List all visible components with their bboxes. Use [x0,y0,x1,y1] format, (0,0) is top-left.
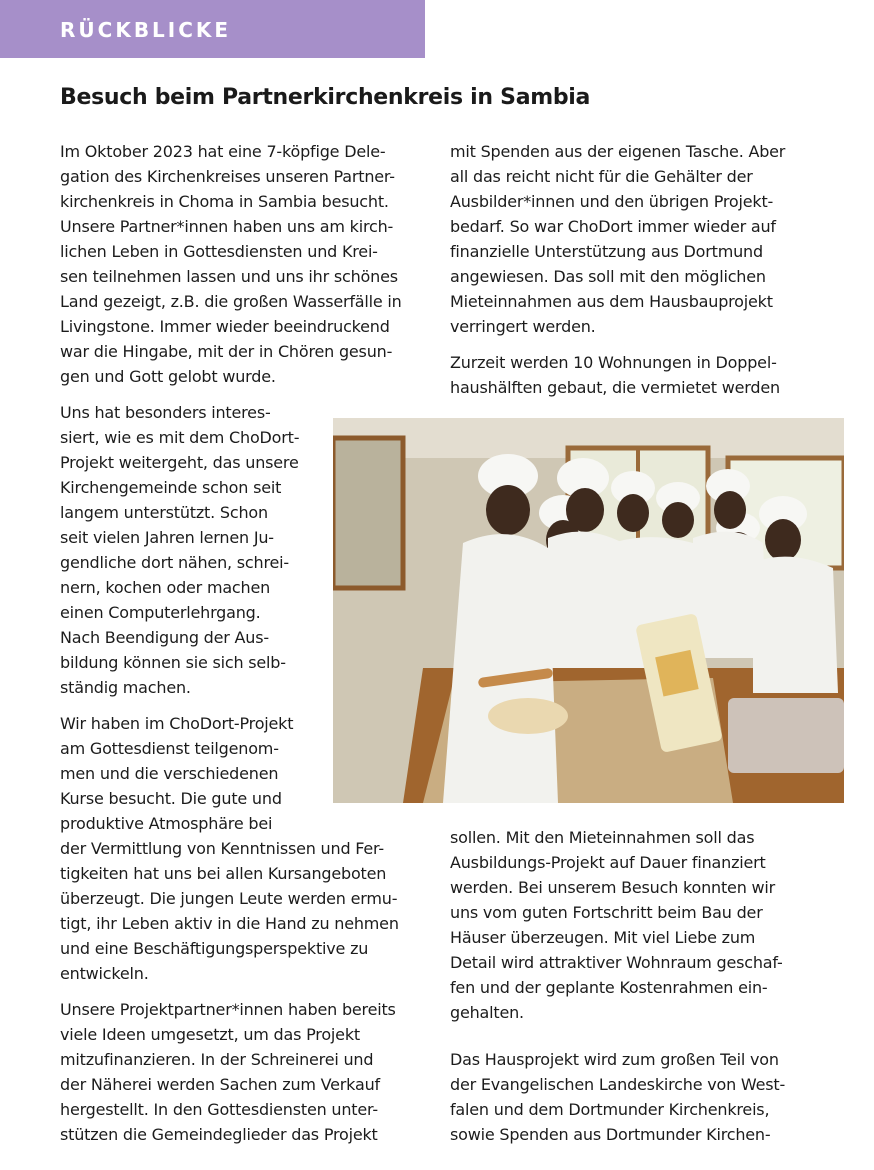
right-column-top [450,139,820,400]
text-line: sen teilnehmen lassen und uns ihr schönes [60,267,398,286]
text-line: stützen die Gemeindeglieder das Projekt [60,1125,378,1144]
text-line: Nach Beendigung der Aus- [60,628,269,647]
text-line: und eine Beschäftigungsperspektive zu [60,939,369,958]
text-line: Wir haben im ChoDort-Projekt [60,714,294,733]
text-line: Land gezeigt, z.B. die großen Wasserfälle in [60,292,402,311]
text-line: Das Hausprojekt wird zum großen Teil von [450,1050,779,1069]
text-line: entwickeln. [60,964,149,983]
text-line: Zurzeit werden 10 Wohnungen in Doppel- [450,353,777,372]
text-line: Livingstone. Immer wieder beeindruckend [60,317,390,336]
text-line: lichen Leben in Gottesdiensten und Krei- [60,242,378,261]
text-line: men und die verschiedenen [60,764,279,783]
text-line: seit vielen Jahren lernen Ju- [60,528,274,547]
text-line: viele Ideen umgesetzt, um das Projekt [60,1025,360,1044]
text-line: mitzufinanzieren. In der Schreinerei und [60,1050,374,1069]
text-line: einen Computerlehrgang. [60,603,261,622]
text-line: sowie Spenden aus Dortmunder Kirchen- [450,1125,771,1144]
text-line: all das reicht nicht für die Gehälter der [450,167,753,186]
text-line: tigkeiten hat uns bei allen Kursangeboten [60,864,387,883]
left-column-bottom [60,836,430,1147]
text-line: Uns hat besonders interes- [60,403,271,422]
text-line: bildung können sie sich selb- [60,653,286,672]
text-line: ständig machen. [60,678,191,697]
paragraph-rent [450,825,820,1025]
text-line: bedarf. So war ChoDort immer wieder auf [450,217,776,236]
text-line: hergestellt. In den Gottesdiensten unter- [60,1100,378,1119]
text-line: Kirchengemeinde schon seit [60,478,282,497]
text-line: fen und der geplante Kostenrahmen ein- [450,978,768,997]
text-line: am Gottesdienst teilgenom- [60,739,279,758]
text-line: gen und Gott gelobt wurde. [60,367,276,386]
text-line: uns vom guten Fortschritt beim Bau der [450,903,763,922]
text-line: Detail wird attraktiver Wohnraum geschaf- [450,953,783,972]
text-line: nern, kochen oder machen [60,578,271,597]
text-line: war die Hingabe, mit der in Chören gesun- [60,342,393,361]
text-line: Kurse besucht. Die gute und [60,789,282,808]
left-column-top [60,139,430,389]
section-band [0,0,425,58]
text-line: Im Oktober 2023 hat eine 7-köpfige Dele- [60,142,386,161]
text-line: gation des Kirchenkreises unseren Partner- [60,167,395,186]
text-line: produktive Atmosphäre bei [60,814,273,833]
text-line: überzeugt. Die jungen Leute werden ermu- [60,889,398,908]
text-line: Ausbilder*innen und den übrigen Projekt- [450,192,774,211]
text-line: sollen. Mit den Mieteinnahmen soll das [450,828,755,847]
paragraph-intro [60,139,430,389]
text-line: siert, wie es mit dem ChoDort- [60,428,300,447]
article-title: Besuch beim Partnerkirchenkreis in Sambia [60,85,591,110]
paragraph-skills [60,836,430,986]
text-line: Häuser überzeugen. Mit viel Liebe zum [450,928,756,947]
text-line: mit Spenden aus der eigenen Tasche. Aber [450,142,786,161]
text-line: der Evangelischen Landeskirche von West- [450,1075,786,1094]
text-line: Unsere Partner*innen haben uns am kirch- [60,217,394,236]
section-label: RÜCKBLICKE [60,18,232,42]
text-line: gehalten. [450,1003,524,1022]
text-line: angewiesen. Das soll mit den möglichen [450,267,766,286]
text-line: werden. Bei unserem Besuch konnten wir [450,878,776,897]
paragraph-partners [60,997,430,1147]
cooking-class-photo [333,418,844,803]
text-line: langem unterstützt. Schon [60,503,268,522]
text-line: der Näherei werden Sachen zum Verkauf [60,1075,380,1094]
text-line: falen und dem Dortmunder Kirchenkreis, [450,1100,770,1119]
text-line: der Vermittlung von Kenntnissen und Fer- [60,839,384,858]
text-line: finanzielle Unterstützung aus Dortmund [450,242,763,261]
text-line: gendliche dort nähen, schrei- [60,553,289,572]
paragraph-chodort-visit [60,711,325,836]
paragraph-chodort-interest [60,400,325,700]
text-line: Ausbildungs-Projekt auf Dauer finanziert [450,853,766,872]
left-column-narrow [60,400,325,836]
paragraph-donations [450,139,820,339]
paragraph-housing-project [450,1047,820,1147]
right-column-bottom [450,825,820,1147]
text-line: Unsere Projektpartner*innen haben bereits [60,1000,396,1019]
text-line: Mieteinnahmen aus dem Hausbauprojekt [450,292,773,311]
text-line: haushälften gebaut, die vermietet werden [450,378,780,397]
paragraph-apartments [450,350,820,400]
text-line: verringert werden. [450,317,596,336]
text-line: tigt, ihr Leben aktiv in die Hand zu nehmen [60,914,399,933]
text-line: kirchenkreis in Choma in Sambia besucht. [60,192,389,211]
text-line: Projekt weitergeht, das unsere [60,453,299,472]
